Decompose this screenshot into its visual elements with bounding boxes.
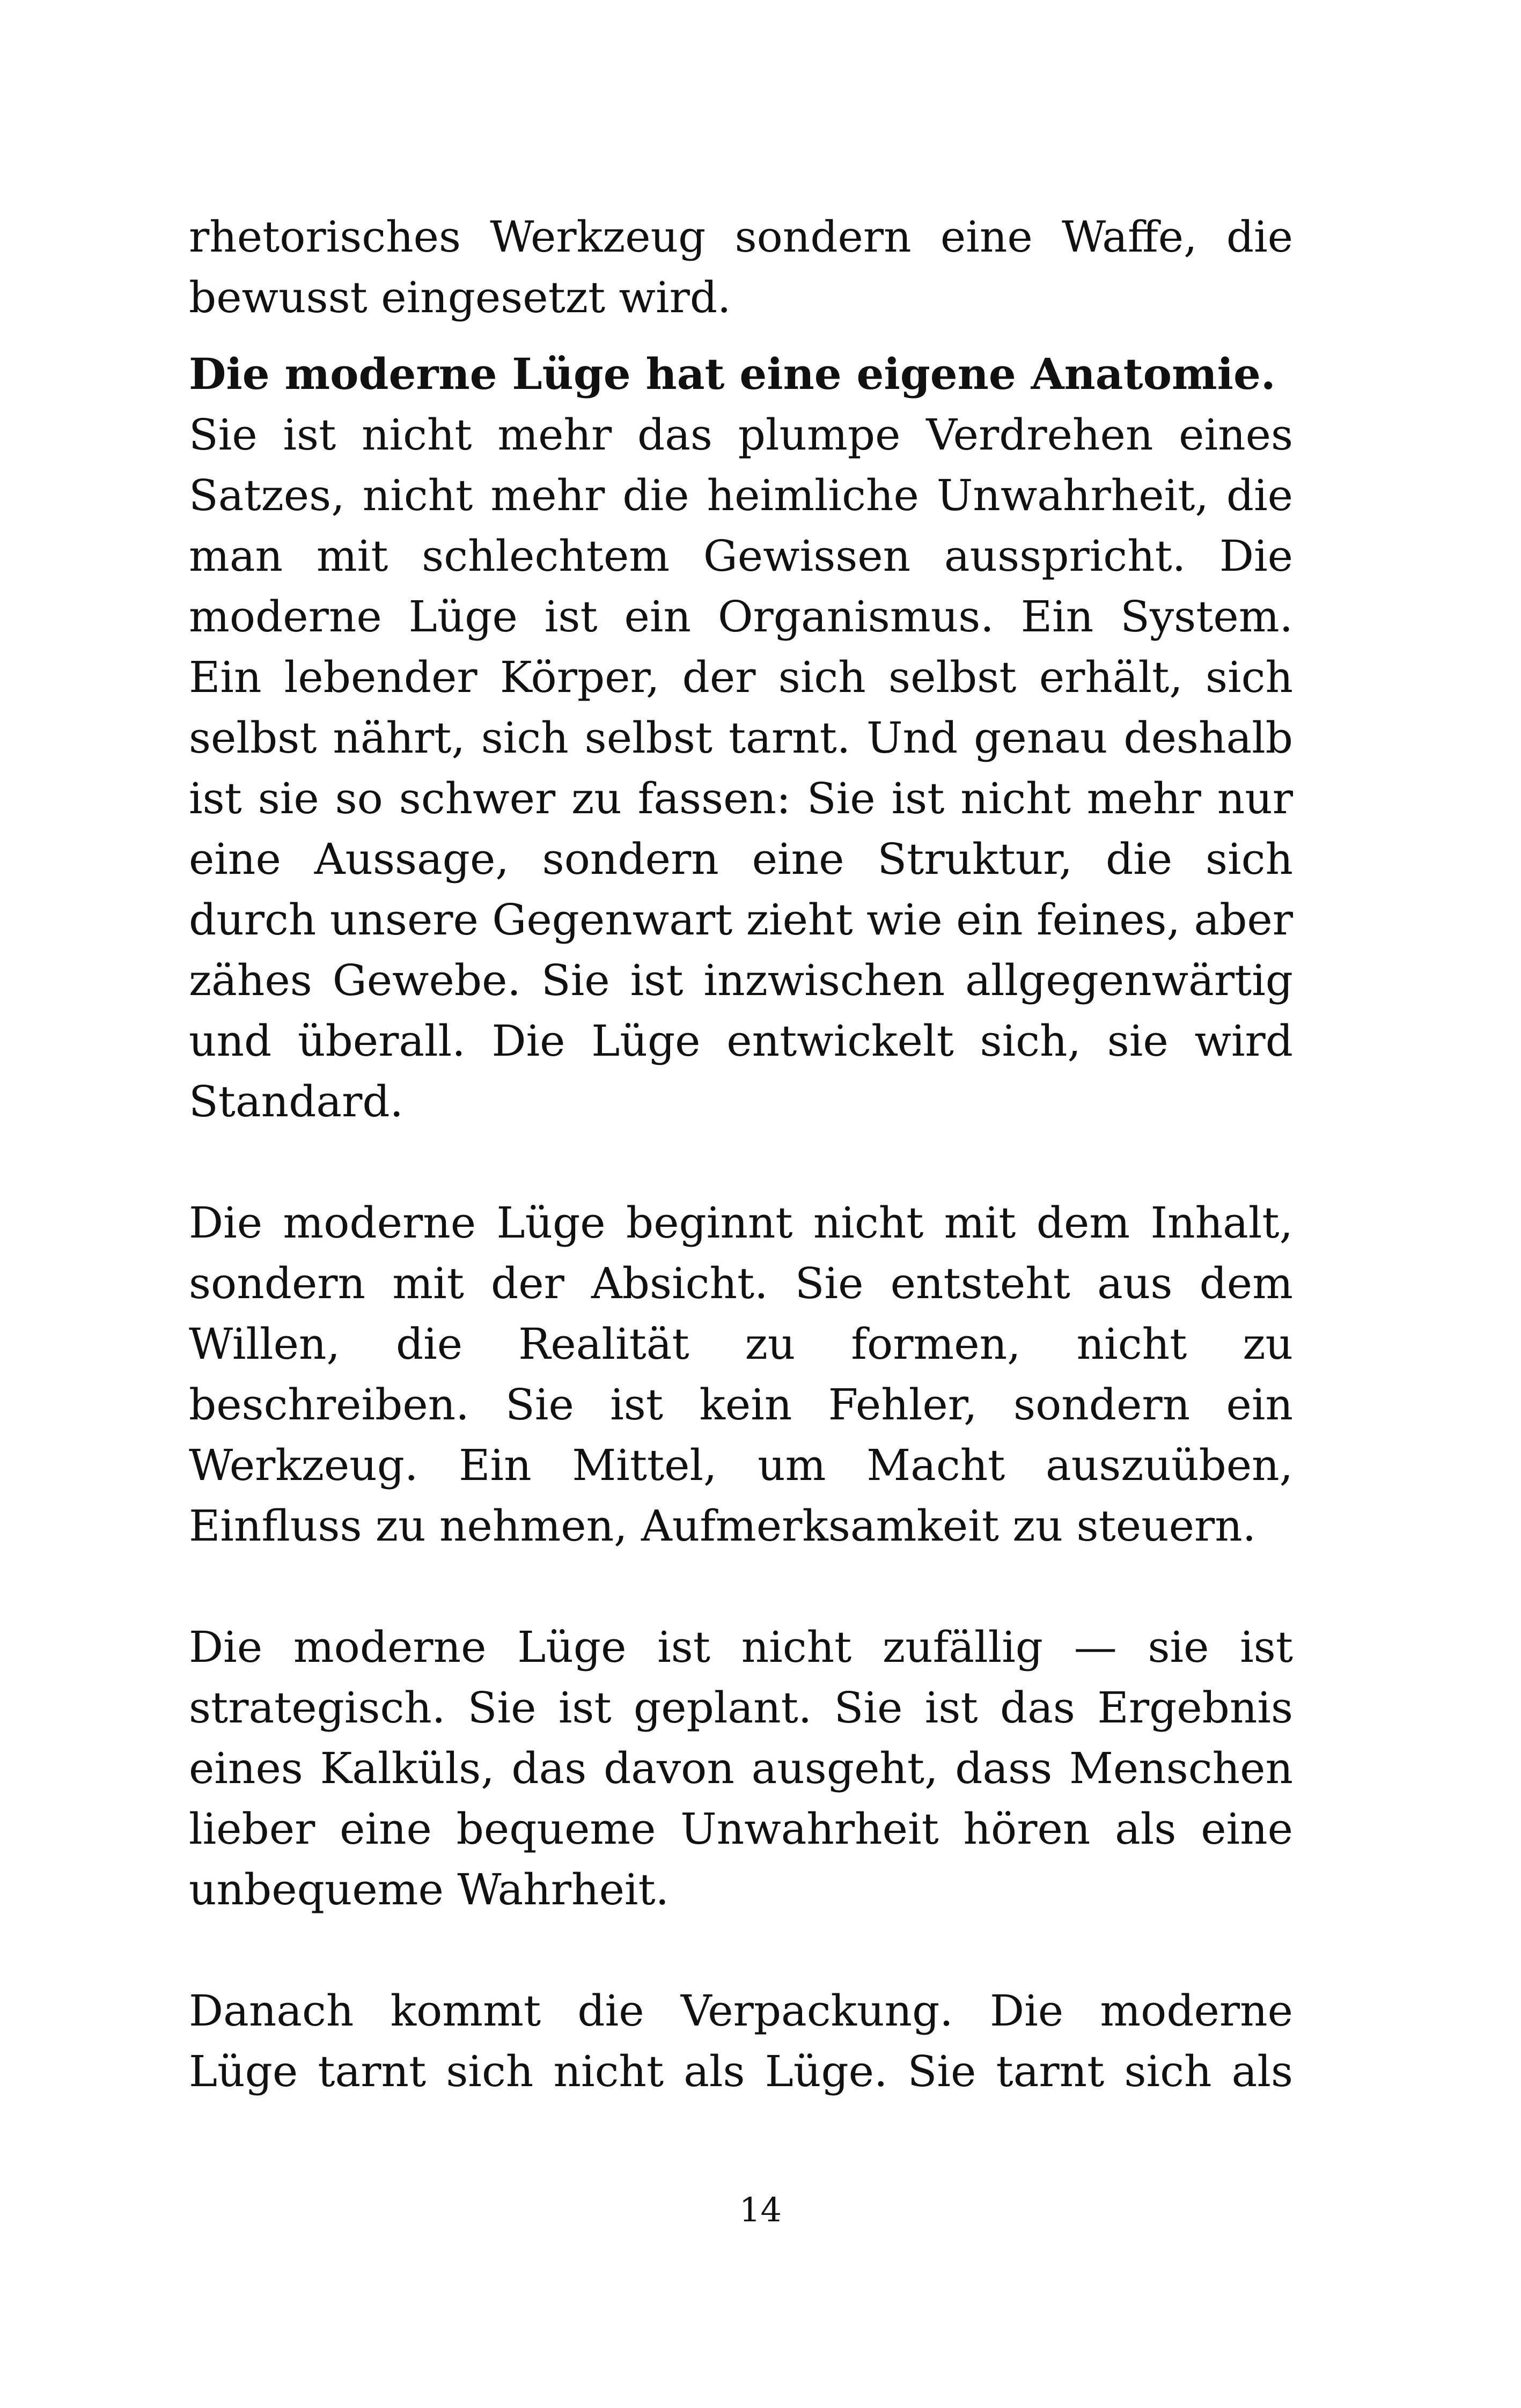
paragraph-packaging: Danach kommt die Verpackung. Die moderne Lüge tarnt sich nicht als Lüge. Sie tarnt sich als bbox=[189, 1986, 1293, 2096]
paragraph-anatomy bbox=[189, 344, 1293, 1132]
paragraph-continued: rhetorisches Werkzeug sondern eine Waffe, die bewusst eingesetzt wird. bbox=[189, 212, 1293, 322]
page-number: 14 bbox=[739, 2190, 782, 2229]
paragraph-anatomy-text: Sie ist nicht mehr das plumpe Verdrehen eines Satzes, nicht mehr die heimliche Unwahrheit, die man mit schlechtem Gewissen ausspricht. Die moderne Lüge ist ein Organismus. Ein System. Ein lebender Körper, der sich selbst erhält, sich selbst nährt, sich selbst tarnt. Und genau deshalb ist sie so schwer zu fassen: Sie ist nicht mehr nur eine Aussage, sondern eine Struktur, die sich durch unsere Gegenwart zieht wie ein feines, aber zähes Gewebe. Sie ist inzwischen allgegenwärtig und überall. Die Lüge entwickelt sich, sie wird Standard. bbox=[189, 410, 1293, 1126]
body-text bbox=[189, 207, 1293, 2102]
section-heading: Die moderne Lüge hat eine eigene Anatomie. bbox=[189, 349, 1276, 399]
paragraph-intent: Die moderne Lüge beginnt nicht mit dem Inhalt, sondern mit der Absicht. Sie entsteht aus dem Willen, die Realität zu formen, nicht zu beschreiben. Sie ist kein Fehler, sondern ein Werkzeug. Ein Mittel, um Macht auszuüben, Einfluss zu nehmen, Aufmerksamkeit zu steuern. bbox=[189, 1198, 1293, 1551]
paragraph-strategy: Die moderne Lüge ist nicht zufällig — sie ist strategisch. Sie ist geplant. Sie ist das Ergebnis eines Kalküls, das davon ausgeht, dass Menschen lieber eine bequeme Unwahrheit hören als eine unbequeme Wahrheit. bbox=[189, 1622, 1293, 1914]
